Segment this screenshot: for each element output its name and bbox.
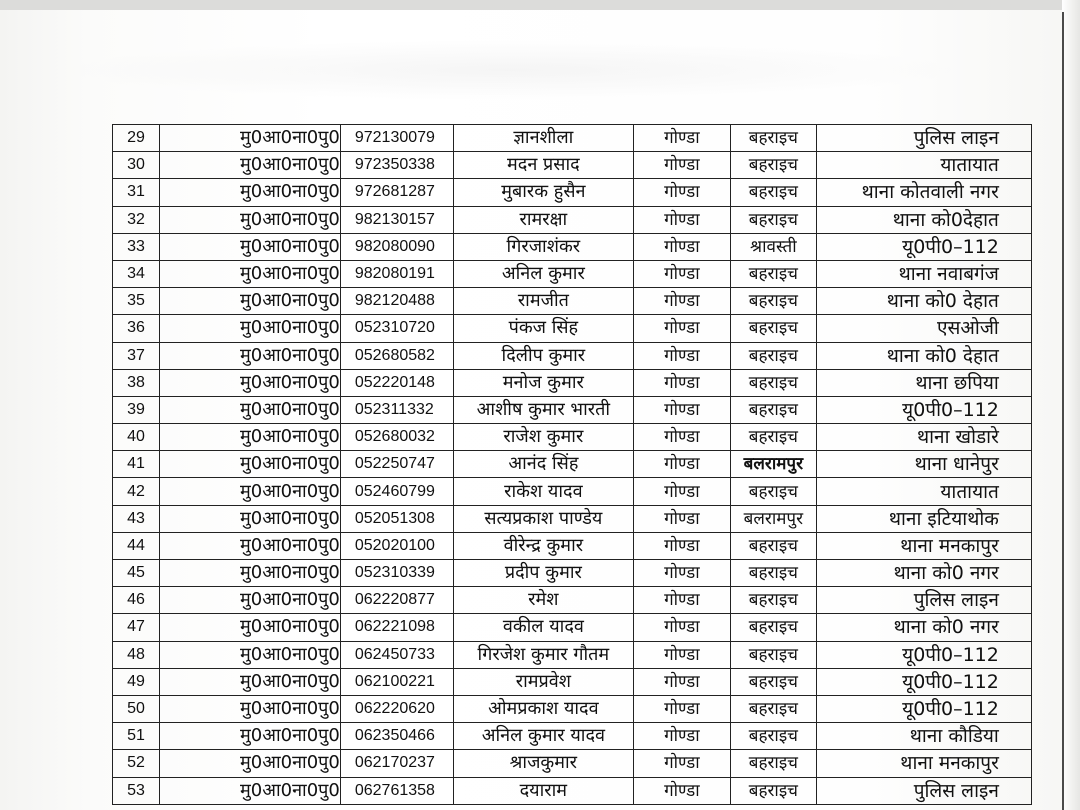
employee-name-cell: पंकज सिंह — [453, 315, 633, 342]
from-district-cell: गोण्डा — [633, 641, 730, 668]
from-district-cell: गोण्डा — [633, 424, 730, 451]
posting-cell: पुलिस लाइन — [816, 777, 1031, 804]
serial-number-cell: 39 — [113, 396, 160, 423]
serial-number-cell: 32 — [113, 206, 160, 233]
table-row — [113, 532, 1032, 559]
posting-cell: थाना को0 देहात — [816, 342, 1031, 369]
table-row — [113, 641, 1032, 668]
to-district-cell: बहराइच — [730, 723, 816, 750]
table-row — [113, 396, 1032, 423]
pno-cell: 062761358 — [340, 777, 453, 804]
from-district-cell: गोण्डा — [633, 777, 730, 804]
to-district-cell: बहराइच — [730, 750, 816, 777]
table-row — [113, 723, 1032, 750]
to-district-cell: बहराइच — [730, 206, 816, 233]
rank-cell: मु0आ0ना0पु0 — [160, 369, 341, 396]
posting-cell: थाना खोडारे — [816, 424, 1031, 451]
posting-cell: पुलिस लाइन — [816, 125, 1031, 152]
to-district-cell: श्रावस्ती — [730, 233, 816, 260]
rank-cell: मु0आ0ना0पु0 — [160, 478, 341, 505]
pno-cell: 982120488 — [340, 288, 453, 315]
serial-number-cell: 30 — [113, 152, 160, 179]
from-district-cell: गोण्डा — [633, 233, 730, 260]
table-row — [113, 505, 1032, 532]
table-row — [113, 614, 1032, 641]
employee-name-cell: वकील यादव — [453, 614, 633, 641]
posting-cell: एसओजी — [816, 315, 1031, 342]
table-row — [113, 695, 1032, 722]
pno-cell: 972681287 — [340, 179, 453, 206]
employee-name-cell: ओमप्रकाश यादव — [453, 695, 633, 722]
pno-cell: 052051308 — [340, 505, 453, 532]
to-district-cell: बहराइच — [730, 288, 816, 315]
pno-cell: 052460799 — [340, 478, 453, 505]
posting-cell: थाना को0 नगर — [816, 560, 1031, 587]
posting-cell: थाना को0देहात — [816, 206, 1031, 233]
table-row — [113, 179, 1032, 206]
posting-cell: थाना नवाबगंज — [816, 260, 1031, 287]
table-row — [113, 260, 1032, 287]
table-row — [113, 777, 1032, 804]
from-district-cell: गोण्डा — [633, 750, 730, 777]
rank-cell: मु0आ0ना0पु0 — [160, 233, 341, 260]
to-district-cell: बहराइच — [730, 152, 816, 179]
from-district-cell: गोण्डा — [633, 695, 730, 722]
rank-cell: मु0आ0ना0पु0 — [160, 505, 341, 532]
scan-top-edge — [0, 0, 1080, 10]
from-district-cell: गोण्डा — [633, 342, 730, 369]
posting-cell: यू0पी0–112 — [816, 641, 1031, 668]
table-row — [113, 478, 1032, 505]
employee-name-cell: दिलीप कुमार — [453, 342, 633, 369]
pno-cell: 062100221 — [340, 668, 453, 695]
from-district-cell: गोण्डा — [633, 125, 730, 152]
to-district-cell: बलरामपुर — [730, 505, 816, 532]
employee-name-cell: आनंद सिंह — [453, 451, 633, 478]
serial-number-cell: 42 — [113, 478, 160, 505]
employee-name-cell: रामरक्षा — [453, 206, 633, 233]
rank-cell: मु0आ0ना0पु0 — [160, 641, 341, 668]
to-district-cell: बहराइच — [730, 668, 816, 695]
table-body — [113, 125, 1032, 805]
rank-cell: मु0आ0ना0पु0 — [160, 260, 341, 287]
posting-cell: थाना छपिया — [816, 369, 1031, 396]
to-district-cell: बहराइच — [730, 560, 816, 587]
table-row — [113, 233, 1032, 260]
serial-number-cell: 51 — [113, 723, 160, 750]
from-district-cell: गोण्डा — [633, 451, 730, 478]
pno-cell: 052250747 — [340, 451, 453, 478]
table-row — [113, 152, 1032, 179]
transfer-table — [112, 124, 1032, 805]
table-row — [113, 424, 1032, 451]
pno-cell: 062220877 — [340, 587, 453, 614]
rank-cell: मु0आ0ना0पु0 — [160, 179, 341, 206]
table-row — [113, 587, 1032, 614]
employee-name-cell: रामप्रवेश — [453, 668, 633, 695]
employee-name-cell: श्राजकुमार — [453, 750, 633, 777]
employee-name-cell: ज्ञानशीला — [453, 125, 633, 152]
rank-cell: मु0आ0ना0पु0 — [160, 206, 341, 233]
rank-cell: मु0आ0ना0पु0 — [160, 777, 341, 804]
posting-cell: पुलिस लाइन — [816, 587, 1031, 614]
from-district-cell: गोण्डा — [633, 587, 730, 614]
from-district-cell: गोण्डा — [633, 723, 730, 750]
from-district-cell: गोण्डा — [633, 206, 730, 233]
scan-right-edge — [1062, 0, 1080, 810]
table-row — [113, 668, 1032, 695]
employee-name-cell: राकेश यादव — [453, 478, 633, 505]
posting-cell: यातायात — [816, 478, 1031, 505]
rank-cell: मु0आ0ना0पु0 — [160, 315, 341, 342]
employee-name-cell: मनोज कुमार — [453, 369, 633, 396]
to-district-cell: बहराइच — [730, 777, 816, 804]
table-row — [113, 206, 1032, 233]
serial-number-cell: 48 — [113, 641, 160, 668]
to-district-cell: बहराइच — [730, 478, 816, 505]
posting-cell: थाना को0 देहात — [816, 288, 1031, 315]
pno-cell: 972350338 — [340, 152, 453, 179]
rank-cell: मु0आ0ना0पु0 — [160, 532, 341, 559]
from-district-cell: गोण्डा — [633, 396, 730, 423]
from-district-cell: गोण्डा — [633, 614, 730, 641]
pno-cell: 972130079 — [340, 125, 453, 152]
employee-name-cell: गिरजाशंकर — [453, 233, 633, 260]
table-row — [113, 750, 1032, 777]
serial-number-cell: 45 — [113, 560, 160, 587]
to-district-cell: बहराइच — [730, 641, 816, 668]
pno-cell: 982130157 — [340, 206, 453, 233]
serial-number-cell: 31 — [113, 179, 160, 206]
employee-name-cell: मदन प्रसाद — [453, 152, 633, 179]
to-district-cell: बहराइच — [730, 614, 816, 641]
rank-cell: मु0आ0ना0पु0 — [160, 695, 341, 722]
to-district-cell: बहराइच — [730, 260, 816, 287]
to-district-cell: बहराइच — [730, 315, 816, 342]
rank-cell: मु0आ0ना0पु0 — [160, 342, 341, 369]
posting-cell: थाना इटियाथोक — [816, 505, 1031, 532]
from-district-cell: गोण्डा — [633, 560, 730, 587]
employee-name-cell: अनिल कुमार यादव — [453, 723, 633, 750]
pno-cell: 052020100 — [340, 532, 453, 559]
posting-cell: थाना मनकापुर — [816, 750, 1031, 777]
employee-name-cell: प्रदीप कुमार — [453, 560, 633, 587]
pno-cell: 062450733 — [340, 641, 453, 668]
posting-cell: थाना कोतवाली नगर — [816, 179, 1031, 206]
serial-number-cell: 44 — [113, 532, 160, 559]
rank-cell: मु0आ0ना0पु0 — [160, 451, 341, 478]
serial-number-cell: 33 — [113, 233, 160, 260]
scan-smudge — [60, 40, 960, 100]
rank-cell: मु0आ0ना0पु0 — [160, 560, 341, 587]
to-district-cell: बहराइच — [730, 695, 816, 722]
serial-number-cell: 37 — [113, 342, 160, 369]
from-district-cell: गोण्डा — [633, 179, 730, 206]
pno-cell: 062170237 — [340, 750, 453, 777]
rank-cell: मु0आ0ना0पु0 — [160, 125, 341, 152]
pno-cell: 062350466 — [340, 723, 453, 750]
table-row — [113, 315, 1032, 342]
from-district-cell: गोण्डा — [633, 260, 730, 287]
rank-cell: मु0आ0ना0पु0 — [160, 288, 341, 315]
table-row — [113, 560, 1032, 587]
pno-cell: 982080191 — [340, 260, 453, 287]
pno-cell: 052680032 — [340, 424, 453, 451]
pno-cell: 982080090 — [340, 233, 453, 260]
table-row — [113, 342, 1032, 369]
posting-cell: यू0पी0–112 — [816, 668, 1031, 695]
page-border-line — [1062, 12, 1064, 810]
posting-cell: यातायात — [816, 152, 1031, 179]
employee-name-cell: मुबारक हुसैन — [453, 179, 633, 206]
employee-name-cell: राजेश कुमार — [453, 424, 633, 451]
pno-cell: 052311332 — [340, 396, 453, 423]
serial-number-cell: 40 — [113, 424, 160, 451]
employee-name-cell: रमेश — [453, 587, 633, 614]
table-row — [113, 125, 1032, 152]
pno-cell: 062220620 — [340, 695, 453, 722]
to-district-cell: बहराइच — [730, 396, 816, 423]
serial-number-cell: 52 — [113, 750, 160, 777]
from-district-cell: गोण्डा — [633, 315, 730, 342]
serial-number-cell: 36 — [113, 315, 160, 342]
pno-cell: 052680582 — [340, 342, 453, 369]
rank-cell: मु0आ0ना0पु0 — [160, 152, 341, 179]
rank-cell: मु0आ0ना0पु0 — [160, 614, 341, 641]
pno-cell: 052310720 — [340, 315, 453, 342]
serial-number-cell: 50 — [113, 695, 160, 722]
pno-cell: 052220148 — [340, 369, 453, 396]
rank-cell: मु0आ0ना0पु0 — [160, 587, 341, 614]
employee-name-cell: आशीष कुमार भारती — [453, 396, 633, 423]
posting-cell: थाना धानेपुर — [816, 451, 1031, 478]
from-district-cell: गोण्डा — [633, 478, 730, 505]
posting-cell: थाना मनकापुर — [816, 532, 1031, 559]
serial-number-cell: 53 — [113, 777, 160, 804]
serial-number-cell: 49 — [113, 668, 160, 695]
from-district-cell: गोण्डा — [633, 288, 730, 315]
posting-cell: यू0पी0–112 — [816, 233, 1031, 260]
posting-cell: यू0पी0–112 — [816, 695, 1031, 722]
from-district-cell: गोण्डा — [633, 369, 730, 396]
posting-cell: यू0पी0–112 — [816, 396, 1031, 423]
employee-name-cell: गिरजेश कुमार गौतम — [453, 641, 633, 668]
from-district-cell: गोण्डा — [633, 532, 730, 559]
rank-cell: मु0आ0ना0पु0 — [160, 750, 341, 777]
pno-cell: 052310339 — [340, 560, 453, 587]
employee-name-cell: वीरेन्द्र कुमार — [453, 532, 633, 559]
serial-number-cell: 29 — [113, 125, 160, 152]
to-district-cell: बहराइच — [730, 369, 816, 396]
employee-name-cell: रामजीत — [453, 288, 633, 315]
employee-name-cell: दयाराम — [453, 777, 633, 804]
rank-cell: मु0आ0ना0पु0 — [160, 396, 341, 423]
to-district-cell: बहराइच — [730, 179, 816, 206]
serial-number-cell: 41 — [113, 451, 160, 478]
employee-name-cell: सत्यप्रकाश पाण्डेय — [453, 505, 633, 532]
to-district-cell: बलरामपुर — [730, 451, 816, 478]
rank-cell: मु0आ0ना0पु0 — [160, 723, 341, 750]
to-district-cell: बहराइच — [730, 587, 816, 614]
rank-cell: मु0आ0ना0पु0 — [160, 668, 341, 695]
serial-number-cell: 34 — [113, 260, 160, 287]
serial-number-cell: 38 — [113, 369, 160, 396]
table-row — [113, 369, 1032, 396]
from-district-cell: गोण्डा — [633, 668, 730, 695]
to-district-cell: बहराइच — [730, 532, 816, 559]
to-district-cell: बहराइच — [730, 424, 816, 451]
to-district-cell: बहराइच — [730, 125, 816, 152]
serial-number-cell: 43 — [113, 505, 160, 532]
from-district-cell: गोण्डा — [633, 505, 730, 532]
table-row — [113, 288, 1032, 315]
posting-cell: थाना कौडिया — [816, 723, 1031, 750]
serial-number-cell: 35 — [113, 288, 160, 315]
pno-cell: 062221098 — [340, 614, 453, 641]
posting-cell: थाना को0 नगर — [816, 614, 1031, 641]
employee-name-cell: अनिल कुमार — [453, 260, 633, 287]
serial-number-cell: 47 — [113, 614, 160, 641]
to-district-cell: बहराइच — [730, 342, 816, 369]
serial-number-cell: 46 — [113, 587, 160, 614]
table-row — [113, 451, 1032, 478]
from-district-cell: गोण्डा — [633, 152, 730, 179]
rank-cell: मु0आ0ना0पु0 — [160, 424, 341, 451]
